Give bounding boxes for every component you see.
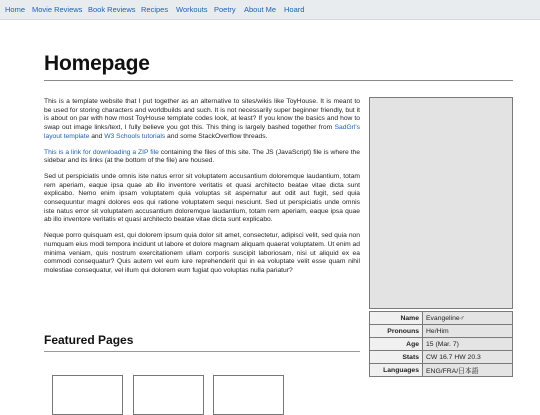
character-image-placeholder (369, 97, 513, 309)
zip-download-link[interactable]: This is a link for downloading a ZIP file (44, 148, 159, 156)
info-key: Age (370, 338, 423, 351)
nav-link-recipes[interactable]: Recipes (141, 5, 169, 14)
info-key: Pronouns (370, 325, 423, 338)
nav-link-book-reviews[interactable]: Book Reviews (88, 5, 136, 14)
intro-text: This is a template website that I put together as an alternative to sites/wikis like ToyHouse. It is meant to be used for storing characters and worldbuilds and such. It is not necessarily super beginner friendly, but it is about on par with how most ToyHouse template codes look, at least? If you know the basics and how to swap out image links/text, I fully believe you got this. This thing is largely bashed together from (44, 98, 360, 132)
info-value: ENG/FRA/日本語 (423, 364, 513, 377)
nav-link-hoard[interactable]: Hoard (284, 5, 305, 14)
top-navigation (0, 0, 540, 20)
featured-pages-heading: Featured Pages (44, 333, 134, 347)
page-title: Homepage (44, 52, 150, 75)
download-description: containing the files of this site. The JS (JavaScript) file is where the sidebar and its links (at the bottom of the file) are housed. (44, 148, 360, 165)
character-info-table (369, 311, 513, 377)
info-key: Languages (370, 364, 423, 377)
intro-paragraph (44, 98, 360, 142)
info-key: Name (370, 312, 423, 325)
nav-link-home[interactable]: Home (5, 5, 26, 14)
featured-page-card[interactable] (133, 375, 204, 415)
info-row-languages (370, 364, 513, 377)
info-row-age (370, 338, 513, 351)
info-row-pronouns (370, 325, 513, 338)
sadgrl-template-link[interactable]: SadGrl's layout template (44, 124, 360, 140)
info-row-name (370, 312, 513, 325)
info-value: 15 (Mar. 7) (423, 338, 513, 351)
nav-link-movie-reviews[interactable]: Movie Reviews (32, 5, 83, 14)
info-value: CW 16.7 HW 20.3 (423, 351, 513, 364)
w3-schools-link[interactable]: W3 Schools tutorials (104, 132, 166, 140)
featured-divider (44, 351, 360, 352)
lorem-paragraph-2: Neque porro quisquam est, qui dolorem ipsum quia dolor sit amet, consectetur, adipisci velit, sed quia non numquam eius modi tempora incidunt ut labore et dolore magnam aliquam quaerat voluptatem. Ut enim ad minima veniam, quis nostrum exercitationem ullam corporis suscipit laboriosam, nisi ut aliquid ex ea commodi consequatur? Quis autem vel eum iure reprehenderit qui in ea voluptate velit esse quam nihil molestiae consequatur, vel illum qui dolorem eum fugiat quo voluptas nulla pariatur? (44, 232, 360, 274)
main-content (44, 98, 360, 283)
nav-link-about-me[interactable]: About Me (244, 5, 277, 14)
info-row-stats (370, 351, 513, 364)
lorem-paragraph-1: Sed ut perspiciatis unde omnis iste natus error sit voluptatem accusantium doloremque laudantium, totam rem aperiam, eaque ipsa quae ab illo inventore veritatis et quasi architecto beatae vitae dicta sunt explicabo. Nemo enim ipsam voluptatem quia voluptas sit aspernatur aut odit aut fugit, sed quia consequuntur magni dolores eos qui ratione voluptatem sequi nesciunt. Sed ut perspiciatis unde omnis iste natus error sit voluptatem accusantium doloremque laudantium, totam rem aperiam, eaque ipsa quae ab illo inventore veritatis et quasi architecto beatae vitae dicta sunt explicabo. (44, 172, 360, 224)
intro-connector-text: and (89, 132, 105, 140)
intro-end-text: and some StackOverflow threads. (165, 132, 268, 140)
featured-page-card[interactable] (52, 375, 123, 415)
featured-page-card[interactable] (213, 375, 284, 415)
nav-link-poetry[interactable]: Poetry (214, 5, 236, 14)
download-paragraph (44, 149, 360, 166)
info-key: Stats (370, 351, 423, 364)
title-divider (44, 80, 513, 81)
nav-link-workouts[interactable]: Workouts (176, 5, 208, 14)
info-value: Evangeline♂ (423, 312, 513, 325)
info-value: He/Him (423, 325, 513, 338)
